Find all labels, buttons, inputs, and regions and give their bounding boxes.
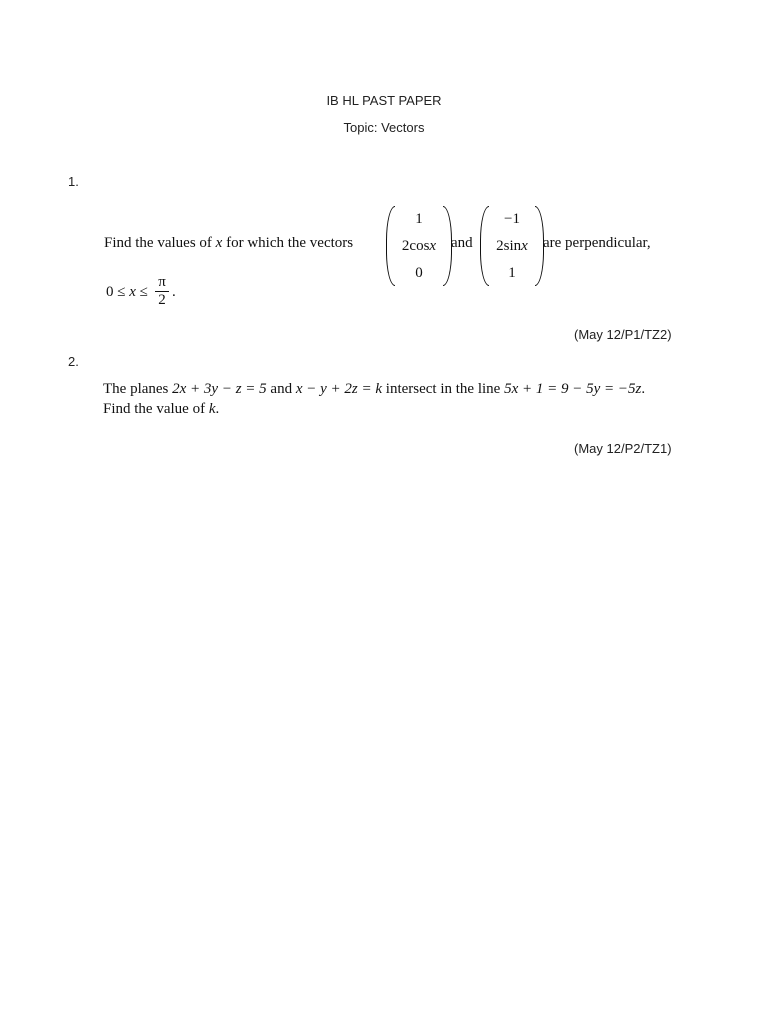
vector-b-left-paren (480, 206, 489, 286)
vector-a-entry-1: 1 (415, 211, 423, 227)
question-2-line-2: Find the value of k. (103, 401, 220, 417)
q1-condition: 0 ≤ x ≤ (106, 284, 148, 300)
q2-text-pre: The planes (103, 381, 169, 397)
q1-text-pre: Find the values of (104, 235, 212, 251)
vector-b-entry-2: 2sinx (496, 238, 528, 254)
q1-condition-end: . (172, 284, 176, 300)
q2-line2-pre: Find the value of (103, 401, 206, 417)
q2-var-k: k (208, 401, 216, 417)
page-title: IB HL PAST PAPER (326, 93, 442, 108)
vector-a-entry-3: 0 (415, 265, 423, 281)
question-2-number: 2. (68, 354, 79, 369)
vector-a-entry-2: 2cosx (401, 238, 437, 254)
q2-text-mid: intersect in the line (385, 381, 501, 397)
q2-plane-1: 2x + 3y − z = 5 (172, 381, 267, 397)
q1-text-mid: for which the vectors (226, 235, 354, 251)
q1-var-x: x (215, 235, 223, 251)
q2-line-equation: 5x + 1 = 9 − 5y = −5z (504, 381, 642, 397)
vector-b-entry-3: 1 (508, 265, 516, 281)
question-2-source: (May 12/P2/TZ1) (574, 441, 672, 456)
q2-plane-2: x − y + 2z = k (295, 381, 383, 397)
q1-text-post: are perpendicular, (543, 235, 651, 251)
vector-a-left-paren (386, 206, 395, 286)
vector-a (386, 206, 452, 286)
q1-fraction-pi-over-2 (155, 275, 169, 308)
question-1-source: (May 12/P1/TZ2) (574, 327, 672, 342)
vector-b (480, 206, 544, 286)
question-1-text (104, 235, 353, 252)
page-subtitle: Topic: Vectors (343, 120, 425, 135)
question-2-line-1: The planes 2x + 3y − z = 5 and x − y + 2z = k intersect in the line 5x + 1 = 9 − 5y = −5z. (103, 381, 646, 397)
fraction-numerator: π (158, 274, 166, 290)
q2-and: and (270, 381, 293, 397)
q1-and: and (451, 235, 473, 251)
question-1-number: 1. (68, 174, 79, 189)
vector-b-entry-1: −1 (504, 211, 520, 227)
fraction-denominator: 2 (158, 292, 166, 308)
